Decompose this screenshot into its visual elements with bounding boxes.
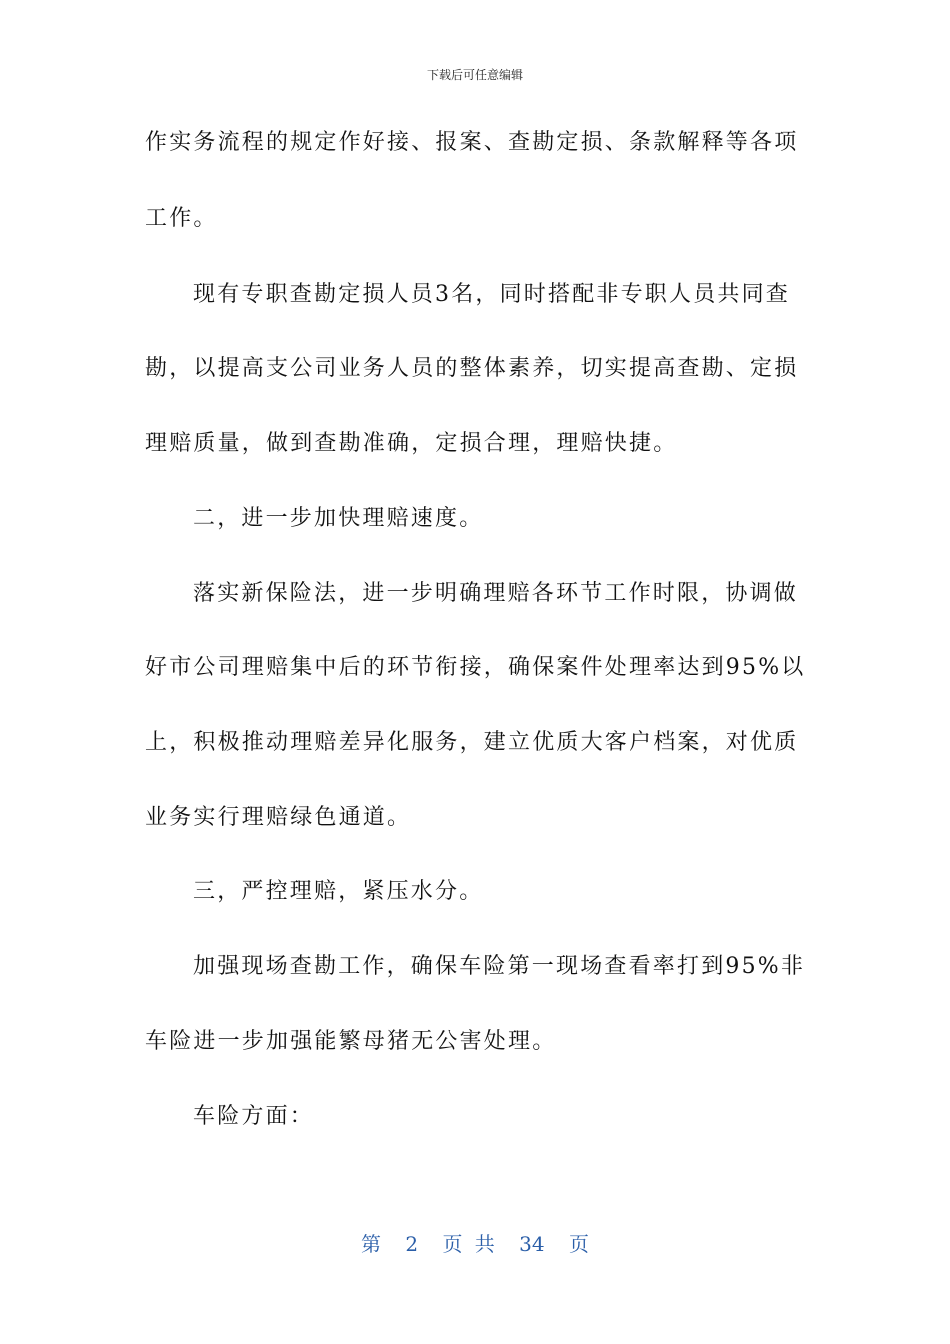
body-line: 上，积极推动理赔差异化服务，建立优质大客户档案，对优质 — [145, 730, 799, 755]
footer-prefix: 第 — [361, 1232, 381, 1256]
body-line: 业务实行理赔绿色通道。 — [145, 805, 412, 830]
paragraph-start: 现有专职查勘定损人员3名，同时搭配非专职人员共同查 — [193, 282, 790, 307]
current-page-number: 2 — [405, 1232, 419, 1256]
footer-suffix: 页 — [568, 1232, 589, 1256]
section-heading: 三，严控理赔，紧压水分。 — [193, 879, 484, 904]
page-footer — [0, 1228, 950, 1257]
body-line: 作实务流程的规定作好接、报案、查勘定损、条款解释等各项 — [145, 130, 799, 155]
body-line: 工作。 — [145, 206, 218, 231]
page-header: 下载后可任意编辑 — [426, 68, 523, 82]
paragraph-start: 落实新保险法，进一步明确理赔各环节工作时限，协调做 — [193, 581, 799, 606]
section-heading: 二，进一步加快理赔速度。 — [193, 506, 484, 531]
body-line: 车险进一步加强能繁母猪无公害处理。 — [145, 1029, 557, 1054]
body-line: 理赔质量，做到查勘准确，定损合理，理赔快捷。 — [145, 431, 678, 456]
footer-middle: 页 共 — [442, 1232, 495, 1256]
total-page-count: 34 — [519, 1232, 545, 1256]
body-line: 好市公司理赔集中后的环节衔接，确保案件处理率达到95%以 — [145, 655, 806, 680]
paragraph-start: 加强现场查勘工作，确保车险第一现场查看率打到95%非 — [193, 954, 806, 979]
body-line: 勘，以提高支公司业务人员的整体素养，切实提高查勘、定损 — [145, 356, 799, 381]
subsection-heading: 车险方面： — [193, 1104, 315, 1129]
